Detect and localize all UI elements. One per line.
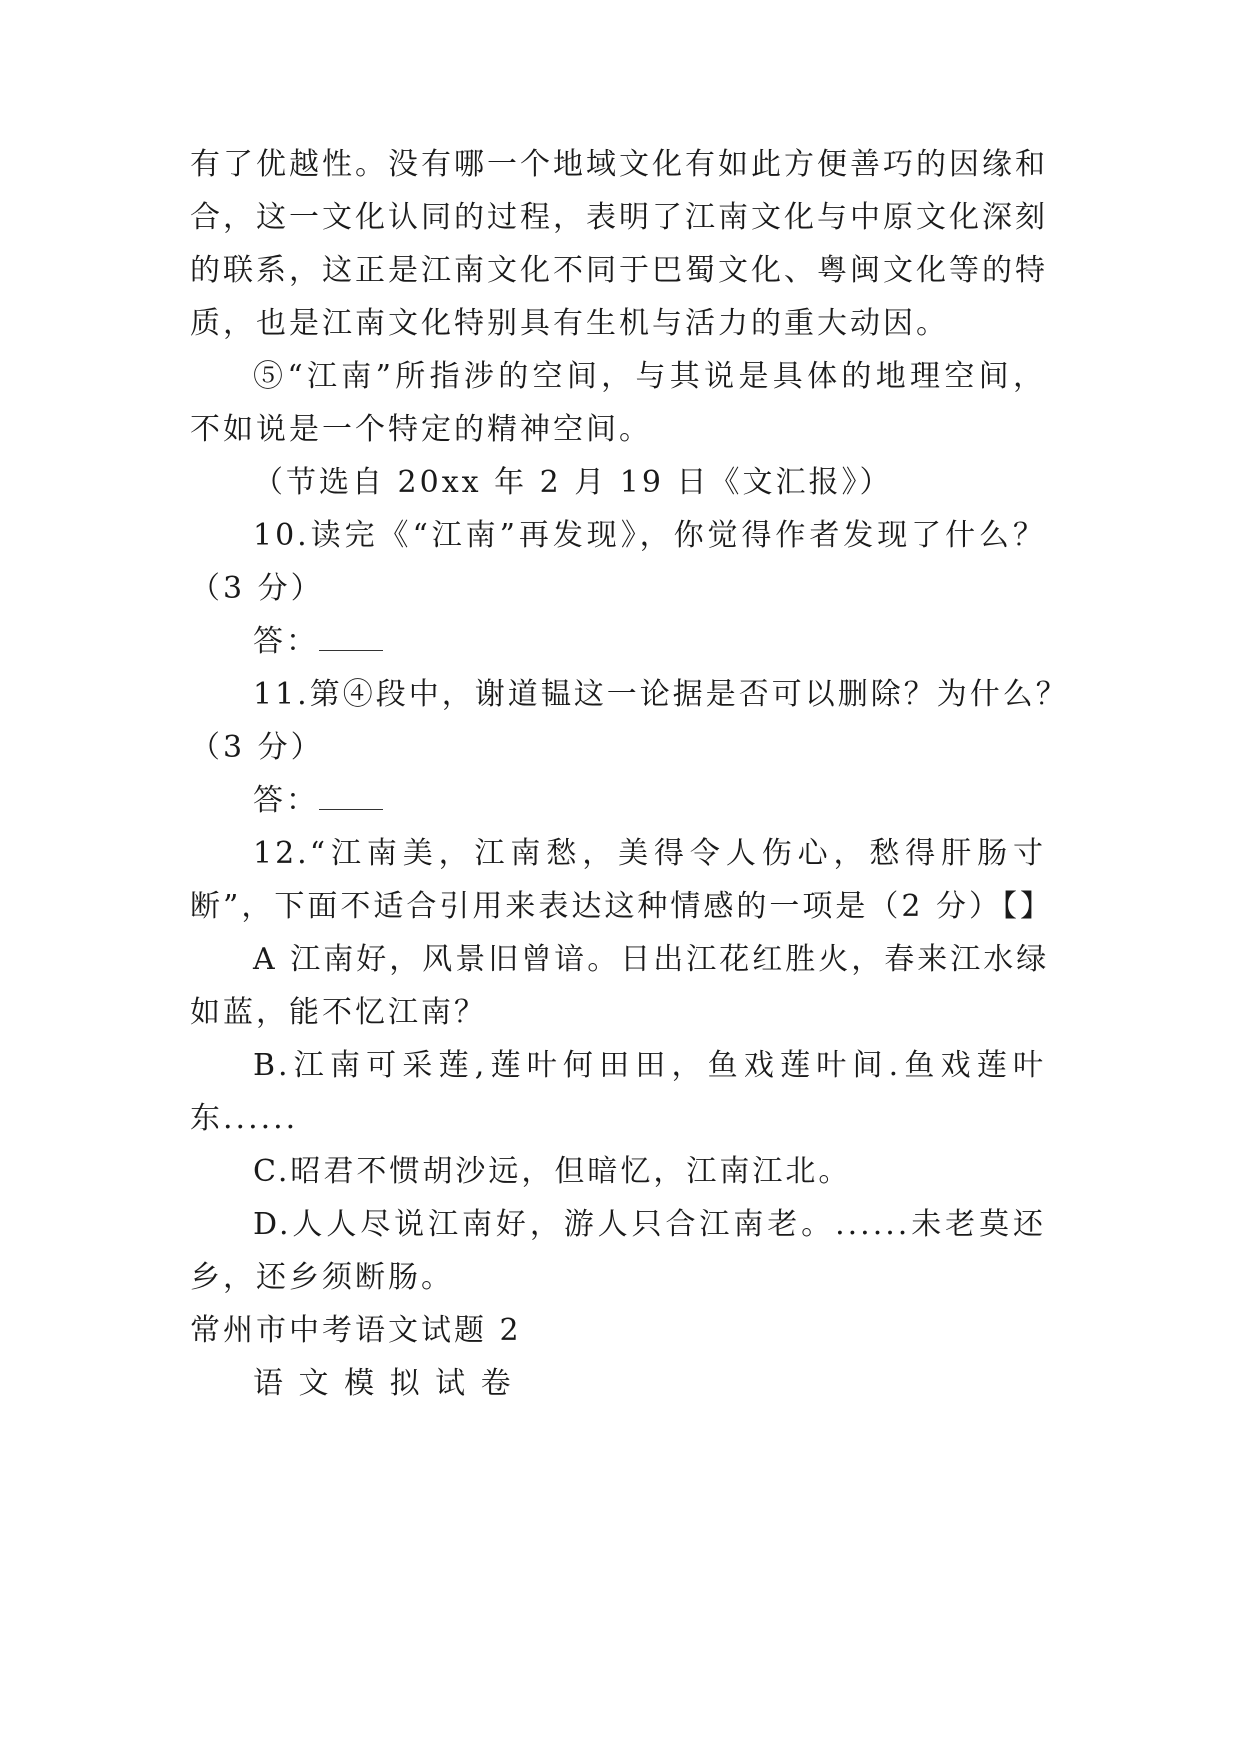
answer-11 — [253, 776, 383, 826]
question-12: 12.“江南美，江南愁，美得令人伤心，愁得肝肠寸 — [253, 836, 1046, 871]
question-12-cont: 断”，下面不适合引用来表达这种情感的一项是（2 分）【】 — [190, 889, 1053, 924]
answer-label: 答： — [253, 783, 319, 818]
paragraph-line: 不如说是一个特定的精神空间。 — [190, 412, 652, 447]
paragraph-line: 的联系，这正是江南文化不同于巴蜀文化、粤闽文化等的特 — [190, 253, 1048, 288]
option-b-cont: 东...... — [190, 1101, 299, 1136]
exam-title: 语 文 模 拟 试 卷 — [253, 1366, 514, 1401]
paragraph-line: 合，这一文化认同的过程，表明了江南文化与中原文化深刻 — [190, 200, 1048, 235]
question-10: 10.读完《“江南”再发现》，你觉得作者发现了什么？ — [253, 518, 1046, 553]
section-heading: 常州市中考语文试题 2 — [190, 1313, 522, 1348]
option-d-cont: 乡，还乡须断肠。 — [190, 1260, 454, 1295]
answer-blank[interactable] — [319, 783, 383, 810]
paragraph-line: ⑤“江南”所指涉的空间，与其说是具体的地理空间， — [253, 359, 1046, 394]
question-11: 11.第④段中，谢道韫这一论据是否可以删除？为什么？ — [253, 677, 1069, 712]
answer-label: 答： — [253, 624, 319, 659]
paragraph-line: 质，也是江南文化特别具有生机与活力的重大动因。 — [190, 306, 949, 341]
source-citation: （节选自 20xx 年 2 月 19 日《文汇报》） — [253, 465, 893, 500]
paragraph-line: 有了优越性。没有哪一个地域文化有如此方便善巧的因缘和 — [190, 147, 1048, 182]
question-11-score: （3 分） — [190, 730, 324, 765]
option-c: C.昭君不惯胡沙远，但暗忆，江南江北。 — [253, 1154, 852, 1189]
option-d: D.人人尽说江南好，游人只合江南老。......未老莫还 — [253, 1207, 1046, 1242]
option-b: B.江南可采莲,莲叶何田田，鱼戏莲叶间.鱼戏莲叶 — [253, 1048, 1046, 1083]
question-10-score: （3 分） — [190, 571, 324, 606]
answer-blank[interactable] — [319, 624, 383, 651]
option-a-cont: 如蓝，能不忆江南？ — [190, 995, 487, 1030]
answer-10 — [253, 617, 383, 667]
option-a: A 江南好，风景旧曾谙。日出江花红胜火，春来江水绿 — [253, 942, 1050, 977]
